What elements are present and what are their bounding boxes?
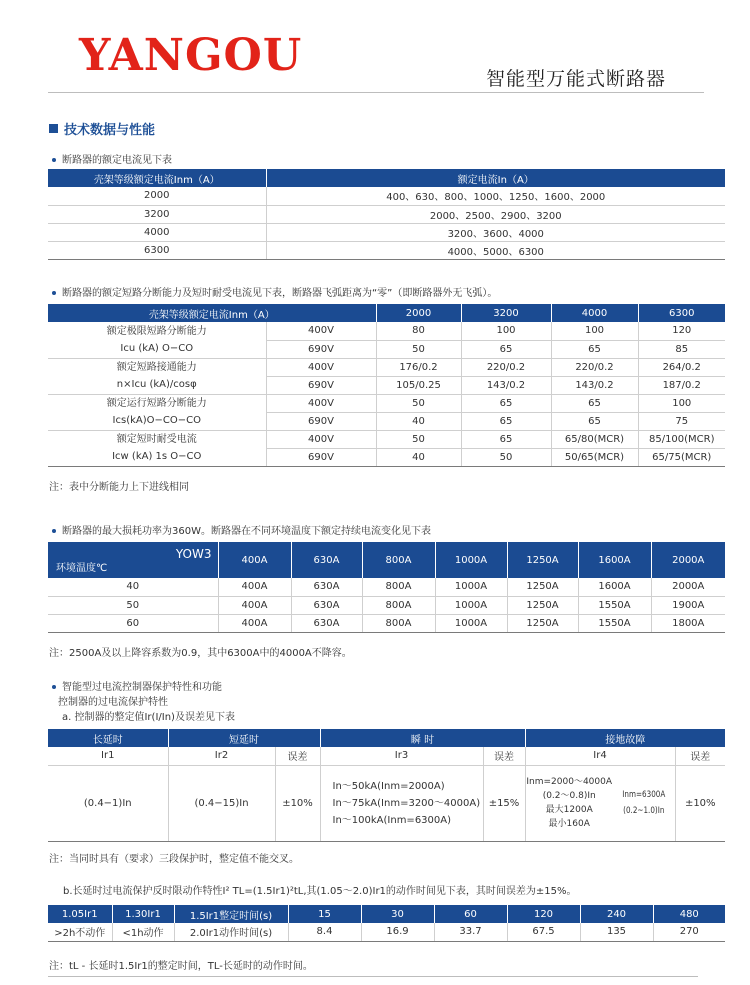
footer-divider: [48, 976, 698, 977]
table-header: 800A: [362, 542, 435, 578]
table-row: >2h不动作 <1h动作 2.0Ir1动作时间(s) 8.4 16.9 33.7 67.5 135 270: [48, 923, 725, 941]
rated-current-table: [48, 169, 725, 260]
table-row: 50 400A 630A 800A 1000A 1250A 1550A 1900A: [48, 596, 725, 614]
table-header: 15: [288, 905, 361, 923]
inverse-time-table: [48, 905, 725, 942]
table5-intro: b.长延时过电流保护反时限动作特性I² TL=(1.5Ir1)²tL,其(1.05～2.0)Ir1的动作时间见下表，其时间误差为±15%。: [63, 886, 577, 897]
table4-sub2: a. 控制器的整定值Ir(I/In)及误差见下表: [62, 712, 235, 723]
table2-note: 注：表中分断能力上下进线相同: [49, 482, 189, 493]
corner-header: YOW3 环境温度℃: [48, 542, 218, 578]
table-row: (0.4−1)In (0.4−15)In ±10% In～50kA(Inm=2000A) In～75kA(Inm=3200～4000A) In～100kA(Inm=6300A) ±15% Inm=2000～4000A (0.2～0.8)In 最大1200A 最小160A Inm=6300A (0.2~1.0)In ±10%: [48, 765, 725, 841]
table-row: 690V 40 65 65 75: [48, 412, 725, 430]
group-label: 额定短路接通能力 n×Icu (kA)/cosφ: [48, 358, 266, 394]
product-title: 智能型万能式断路器: [486, 68, 667, 90]
table-header: 1250A: [507, 542, 578, 578]
table-header: 长延时: [48, 729, 168, 747]
bullet-dot-icon: [52, 158, 56, 162]
table-row: 额定短路接通能力 n×Icu (kA)/cosφ 400V 176/0.2 220/0.2 220/0.2 264/0.2: [48, 358, 725, 376]
table-header: 1600A: [578, 542, 651, 578]
ir4-cell: Inm=2000～4000A (0.2～0.8)In 最大1200A 最小160A Inm=6300A (0.2~1.0)In: [525, 765, 675, 841]
table-header: 30: [361, 905, 434, 923]
table-header: 额定电流In（A）: [266, 169, 725, 187]
table1-intro: 断路器的额定电流见下表: [52, 151, 172, 166]
group-label: 额定短时耐受电流 Icw (kA) 1s O−CO: [48, 430, 266, 466]
table3-note: 注：2500A及以上降容系数为0.9，其中6300A中的4000A不降容。: [49, 648, 352, 659]
table-header: 瞬 时: [320, 729, 525, 747]
table-header: 630A: [291, 542, 362, 578]
bullet-dot-icon: [52, 685, 56, 689]
table-row: 6300 4000、5000、6300: [48, 241, 725, 259]
table5-note: 注：tL - 长延时1.5Ir1的整定时间，TL-长延时的动作时间。: [49, 961, 313, 972]
table-header: 120: [507, 905, 580, 923]
section-title: 技术数据与性能: [64, 123, 156, 138]
square-bullet-icon: [49, 124, 58, 133]
bullet-dot-icon: [52, 529, 56, 533]
table-row: 额定运行短路分断能力 Ics(kA)O−CO−CO 400V 50 65 65 100: [48, 394, 725, 412]
table-row: 690V 50 65 65 85: [48, 340, 725, 358]
table4-intro: 智能型过电流控制器保护特性和功能: [52, 678, 222, 693]
table-header: 1.30Ir1: [112, 905, 174, 923]
table-header: 480: [653, 905, 725, 923]
table4-sub1: 控制器的过电流保护特性: [58, 697, 168, 708]
brand-logo: YANGOU: [79, 30, 303, 81]
table-header: 壳架等级额定电流Inm（A）: [48, 169, 266, 187]
table-row: 40 400A 630A 800A 1000A 1250A 1600A 2000A: [48, 578, 725, 596]
table-header: 接地故障: [525, 729, 725, 747]
bullet-dot-icon: [52, 291, 56, 295]
table-row: 60 400A 630A 800A 1000A 1250A 1550A 1800A: [48, 614, 725, 632]
table4-note: 注：当同时具有（要求）三段保护时，整定值不能交叉。: [49, 854, 299, 865]
table-row: 额定短时耐受电流 Icw (kA) 1s O−CO 400V 50 65 65/80(MCR) 85/100(MCR): [48, 430, 725, 448]
table-row: 2000 400、630、800、1000、1250、1600、2000: [48, 187, 725, 205]
table-header: 1.5Ir1整定时间(s): [174, 905, 288, 923]
breaking-capacity-table: [48, 304, 725, 467]
table-header: 6300: [638, 304, 725, 322]
table-row: 690V 105/0.25 143/0.2 143/0.2 187/0.2: [48, 376, 725, 394]
table-row: 4000 3200、3600、4000: [48, 223, 725, 241]
section-heading: [49, 119, 155, 138]
table-header: 3200: [461, 304, 551, 322]
table-row: 3200 2000、2500、2900、3200: [48, 205, 725, 223]
table-row: 额定极限短路分断能力 Icu (kA) O−CO 400V 80 100 100 120: [48, 322, 725, 340]
table-row: 690V 40 50 50/65(MCR) 65/75(MCR): [48, 448, 725, 466]
table-header: 400A: [218, 542, 291, 578]
table-header: 2000: [376, 304, 461, 322]
table3-intro: 断路器的最大损耗功率为360W。断路器在不同环境温度下额定持续电流变化见下表: [52, 522, 431, 537]
protection-settings-table: [48, 729, 725, 842]
group-label: 额定运行短路分断能力 Ics(kA)O−CO−CO: [48, 394, 266, 430]
table-header: 2000A: [651, 542, 725, 578]
ir3-cell: In～50kA(Inm=2000A) In～75kA(Inm=3200～4000A) In～100kA(Inm=6300A): [320, 765, 483, 841]
table-header: 1.05Ir1: [48, 905, 112, 923]
group-label: 额定极限短路分断能力 Icu (kA) O−CO: [48, 322, 266, 358]
temperature-derating-table: [48, 542, 725, 633]
table-header: 4000: [551, 304, 638, 322]
table-header: 60: [434, 905, 507, 923]
header-divider: [48, 92, 704, 93]
table-header: 240: [580, 905, 653, 923]
table-header: 壳架等级额定电流Inm（A）: [48, 304, 376, 322]
table-header: 短延时: [168, 729, 320, 747]
sub-header-row: Ir1 Ir2 误差 Ir3 误差 Ir4 误差: [48, 747, 725, 765]
table2-intro: 断路器的额定短路分断能力及短时耐受电流见下表，断路器飞弧距离为“零”（即断路器外无飞弧）。: [52, 284, 497, 299]
table-header: 1000A: [435, 542, 507, 578]
